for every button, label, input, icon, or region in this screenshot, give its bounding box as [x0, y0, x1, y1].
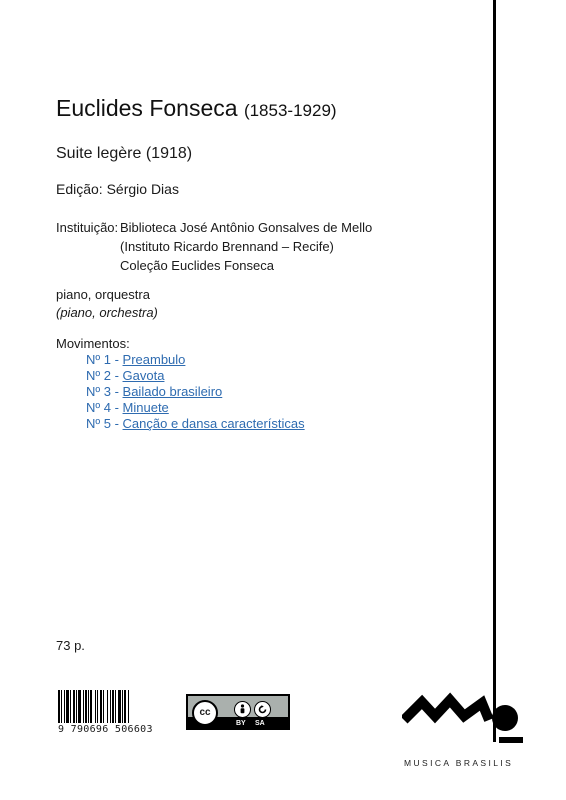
barcode-bar [107, 690, 108, 723]
movement-number: Nº 4 - [86, 400, 123, 415]
barcode-bar [58, 690, 60, 723]
share-alike-arrow-icon [255, 702, 270, 717]
barcode-bar [118, 690, 121, 723]
barcode-bar [85, 690, 87, 723]
institution-line: Coleção Euclides Fonseca [120, 258, 274, 273]
barcode-bar [64, 690, 65, 723]
barcode-bars [58, 690, 162, 723]
composer-years: (1853-1929) [243, 101, 337, 120]
movement-item [86, 352, 305, 368]
cc-logo-icon: cc [192, 700, 218, 726]
instrumentation-pt: piano, orquestra [56, 287, 150, 302]
movement-number: Nº 3 - [86, 384, 123, 399]
musica-brasilis-logo [402, 690, 524, 746]
institution-label: Instituição: [56, 220, 119, 235]
movements-list [56, 352, 305, 432]
page-count: 73 p. [56, 638, 85, 653]
instrumentation-en: (piano, orchestra) [56, 305, 158, 320]
barcode-bar [115, 690, 116, 723]
barcode-bar [112, 690, 114, 723]
barcode-bar [95, 690, 96, 723]
movement-link[interactable]: Canção e dansa características [122, 416, 305, 431]
movements-section [56, 336, 305, 432]
barcode-digits: 9 790696 506603 [58, 724, 153, 735]
barcode-bar [128, 690, 129, 723]
barcode-bar [78, 690, 81, 723]
sa-label: SA [255, 720, 265, 727]
barcode-bar [100, 690, 102, 723]
barcode-bar [124, 690, 126, 723]
movements-heading: Movimentos: [56, 336, 130, 351]
movement-item [86, 384, 305, 400]
movement-number: Nº 1 - [86, 352, 123, 367]
barcode-bar [83, 690, 84, 723]
barcode-bar [103, 690, 104, 723]
movement-link[interactable]: Minuete [122, 400, 169, 415]
cc-license-badge [186, 694, 290, 730]
work-title: Suite legère (1918) [56, 145, 193, 162]
movement-number: Nº 2 - [86, 368, 123, 383]
barcode-bar [61, 690, 62, 723]
composer-heading [56, 95, 337, 122]
movement-link[interactable]: Preambulo [122, 352, 186, 367]
institution-line: (Instituto Ricardo Brennand – Recife) [120, 239, 334, 254]
movement-item [86, 400, 305, 416]
instrumentation [56, 286, 158, 322]
share-alike-icon [254, 701, 271, 718]
barcode-bar [66, 690, 69, 723]
movement-item [86, 416, 305, 432]
barcode-bar [70, 690, 71, 723]
barcode-bar [90, 690, 92, 723]
barcode-bar [110, 690, 111, 723]
composer-name: Euclides Fonseca [56, 95, 238, 121]
barcode-bar [88, 690, 89, 723]
logo-mark-icon [402, 690, 524, 746]
by-attribution-icon [234, 701, 251, 718]
movement-item [86, 368, 305, 384]
barcode-bar [73, 690, 75, 723]
vertical-rule [493, 0, 496, 742]
edition-credit: Edição: Sérgio Dias [56, 181, 179, 197]
institution-line: Biblioteca José Antônio Gonsalves de Mello [120, 220, 373, 235]
barcode-bar [76, 690, 77, 723]
by-label: BY [236, 720, 246, 727]
barcode-bar [122, 690, 123, 723]
publisher-name: MUSICA BRASILIS [404, 758, 514, 768]
person-icon [235, 702, 250, 717]
barcode-bar [97, 690, 98, 723]
movement-number: Nº 5 - [86, 416, 123, 431]
isbn-barcode [58, 690, 162, 734]
movement-link[interactable]: Bailado brasileiro [122, 384, 223, 399]
movement-link[interactable]: Gavota [122, 368, 165, 383]
institution-block [56, 218, 372, 275]
